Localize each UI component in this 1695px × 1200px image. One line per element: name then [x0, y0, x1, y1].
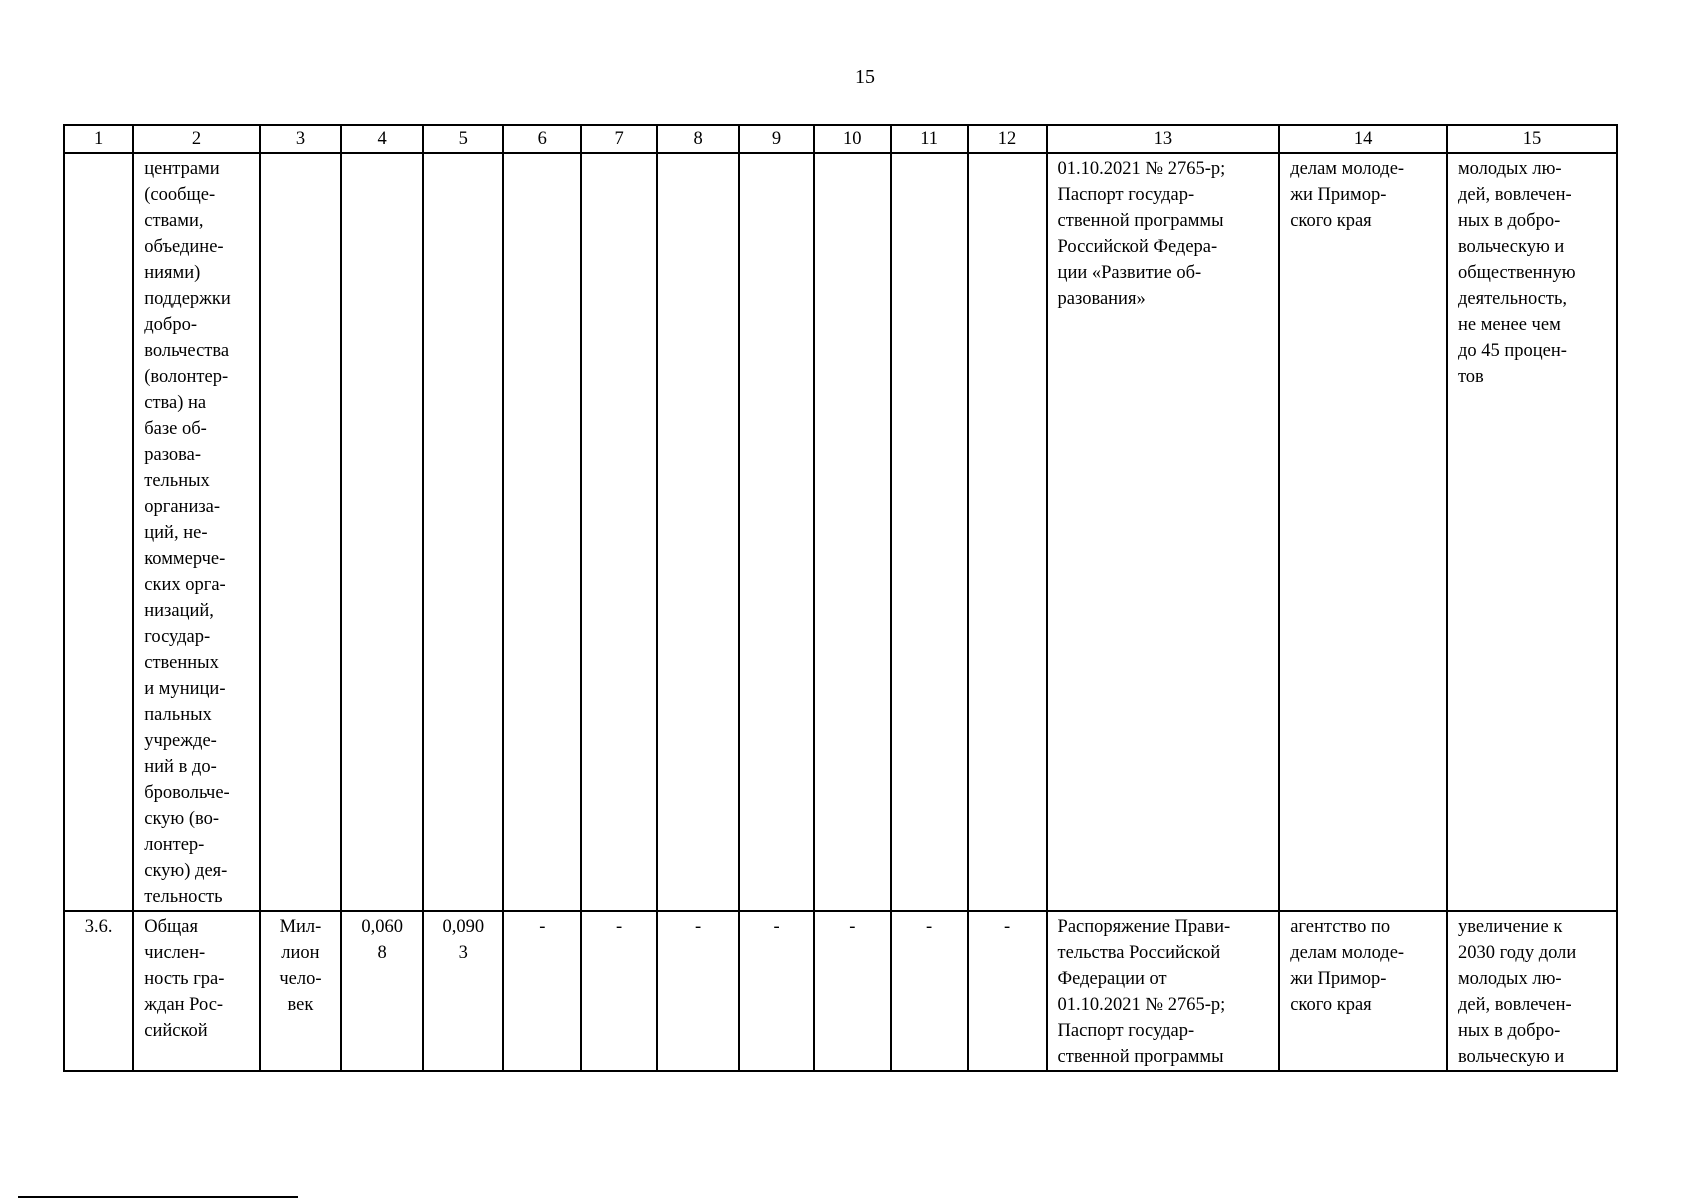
- cell-value-11: [891, 153, 968, 911]
- cell-unit: Мил- лион чело- век: [260, 911, 341, 1071]
- column-header-10: 10: [814, 125, 891, 153]
- cell-result: увеличение к 2030 году доли молодых лю- дей, вовлечен- ных в добро- вольческую и: [1447, 911, 1617, 1071]
- column-header-15: 15: [1447, 125, 1617, 153]
- page-number: 15: [855, 66, 875, 88]
- column-header-4: 4: [341, 125, 423, 153]
- cell-value-8: -: [657, 911, 739, 1071]
- column-header-6: 6: [503, 125, 581, 153]
- cell-value-5: [423, 153, 503, 911]
- table-row: [64, 153, 1617, 911]
- cell-value-9: [739, 153, 814, 911]
- cell-value-7: -: [581, 911, 657, 1071]
- column-header-3: 3: [260, 125, 341, 153]
- cell-value-9: -: [739, 911, 814, 1071]
- cell-document: Распоряжение Прави- тельства Российской Федерации от 01.10.2021 № 2765-р; Паспорт государ- ственной программы: [1047, 911, 1280, 1071]
- column-header-1: 1: [64, 125, 133, 153]
- column-header-11: 11: [891, 125, 968, 153]
- cell-value-7: [581, 153, 657, 911]
- cell-value-12: [968, 153, 1047, 911]
- cell-value-4: [341, 153, 423, 911]
- cell-number: 3.6.: [64, 911, 133, 1071]
- cell-value-6: -: [503, 911, 581, 1071]
- cell-number: [64, 153, 133, 911]
- cell-value-5: 0,090 3: [423, 911, 503, 1071]
- column-header-2: 2: [133, 125, 260, 153]
- cell-value-10: [814, 153, 891, 911]
- footnote-separator-line: [18, 1196, 298, 1198]
- cell-result: молодых лю- дей, вовлечен- ных в добро- вольческую и общественную деятельность, не менее чем до 45 процен- тов: [1447, 153, 1617, 911]
- column-header-9: 9: [739, 125, 814, 153]
- column-header-12: 12: [968, 125, 1047, 153]
- cell-responsible: агентство по делам молоде- жи Примор- ского края: [1279, 911, 1447, 1071]
- cell-value-12: -: [968, 911, 1047, 1071]
- cell-document: 01.10.2021 № 2765-р; Паспорт государ- ственной программы Российской Федера- ции «Развитие об- разования»: [1047, 153, 1280, 911]
- table-row: [64, 911, 1617, 1071]
- cell-value-4: 0,060 8: [341, 911, 423, 1071]
- cell-unit: [260, 153, 341, 911]
- header-row: [64, 125, 1617, 153]
- cell-responsible: делам молоде- жи Примор- ского края: [1279, 153, 1447, 911]
- data-table: [63, 124, 1618, 1072]
- column-header-8: 8: [657, 125, 739, 153]
- cell-value-6: [503, 153, 581, 911]
- column-header-7: 7: [581, 125, 657, 153]
- column-header-14: 14: [1279, 125, 1447, 153]
- cell-indicator-name: центрами (сообще- ствами, объедине- ниями) поддержки добро- вольчества (волонтер- ства) на базе об- разова- тельных организа- ций, не- коммерче- ских орга- низаций, государ- ственных и муници- пальных учрежде- ний в до- бровольче- скую (во- лонтер- скую) дея- тельность: [133, 153, 260, 911]
- cell-value-11: -: [891, 911, 968, 1071]
- column-header-5: 5: [423, 125, 503, 153]
- column-header-13: 13: [1047, 125, 1280, 153]
- cell-indicator-name: Общая числен- ность гра- ждан Рос- сийской: [133, 911, 260, 1071]
- cell-value-8: [657, 153, 739, 911]
- cell-value-10: -: [814, 911, 891, 1071]
